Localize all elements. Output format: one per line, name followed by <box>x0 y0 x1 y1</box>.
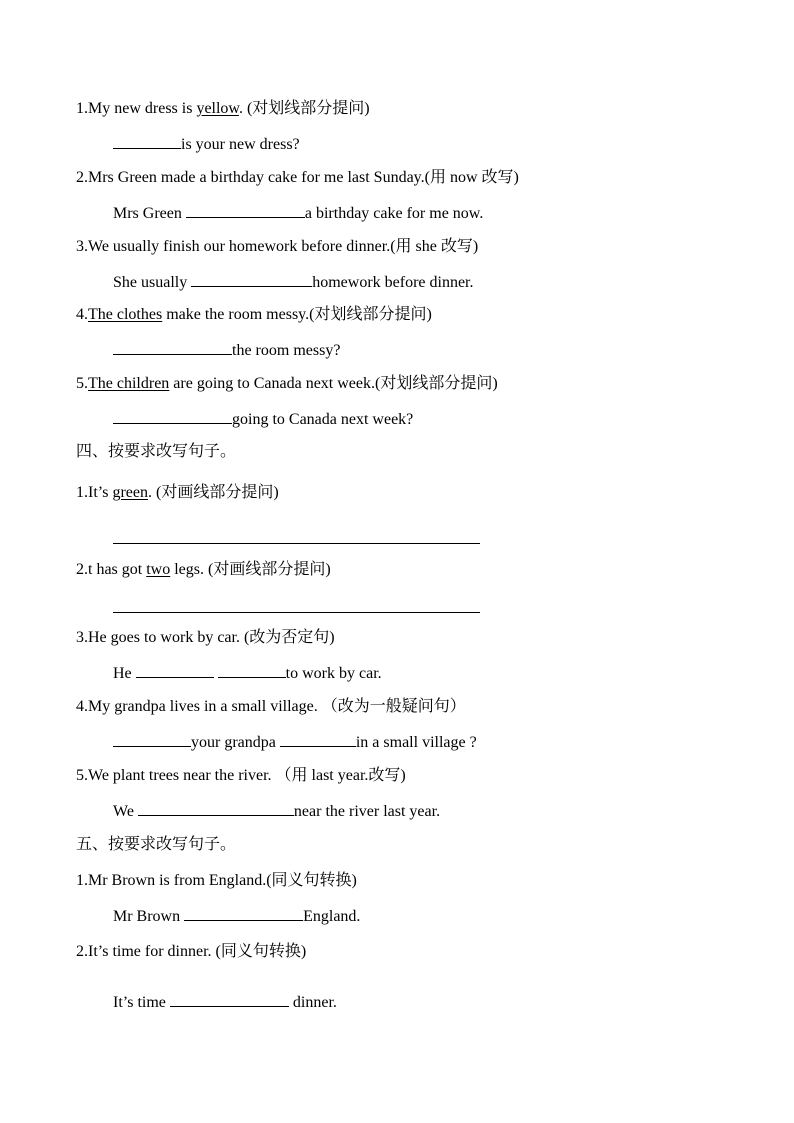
answer-writing-line[interactable] <box>113 543 480 544</box>
answer-text: your grandpa <box>191 734 280 751</box>
question-text: 1.It’s <box>76 484 113 501</box>
answer-line-3 <box>113 272 474 293</box>
underlined-word: green <box>112 484 148 501</box>
answer-text: is your new dress? <box>181 136 300 153</box>
question-1 <box>76 99 370 119</box>
answer-blank[interactable] <box>218 663 286 678</box>
question-text: 2.t has got <box>76 561 147 578</box>
answer-blank[interactable] <box>113 340 232 355</box>
underlined-word: The children <box>88 375 170 392</box>
question-4-5 <box>76 766 406 786</box>
answer-text: to work by car. <box>285 665 382 682</box>
question-5-2 <box>76 942 306 962</box>
question-instruction: are going to Canada next week.(对划线部分提问) <box>169 375 498 392</box>
question-text: 1.Mr Brown is from England.(同义句转换) <box>76 872 357 889</box>
underlined-word: two <box>146 561 171 578</box>
question-instruction: make the room messy.(对划线部分提问) <box>162 306 432 323</box>
answer-text: in a small village ? <box>355 734 477 751</box>
answer-line-5-1 <box>113 906 360 927</box>
answer-line-4-3 <box>113 663 382 684</box>
question-5-1 <box>76 871 357 891</box>
answer-blank[interactable] <box>170 992 289 1007</box>
question-text: 2.Mrs Green made a birthday cake for me last Sunday.(用 now 改写) <box>76 169 519 186</box>
question-text: 2.It’s time for dinner. (同义句转换) <box>76 943 307 960</box>
question-number: 5. <box>76 375 88 392</box>
answer-blank[interactable] <box>113 732 191 747</box>
question-4-2 <box>76 560 331 580</box>
answer-text: the room messy? <box>232 342 341 359</box>
answer-text: We <box>113 803 138 820</box>
answer-text: a birthday cake for me now. <box>304 205 484 222</box>
answer-blank[interactable] <box>113 134 181 149</box>
answer-text: homework before dinner. <box>312 274 474 291</box>
question-4-3 <box>76 628 335 648</box>
question-2 <box>76 168 519 188</box>
question-4 <box>76 305 432 325</box>
underlined-word: The clothes <box>88 306 163 323</box>
answer-text: It’s time <box>113 994 170 1011</box>
question-text: 4.My grandpa lives in a small village. （改为一般疑问句） <box>76 698 466 715</box>
question-3 <box>76 237 478 257</box>
answer-line-5-2 <box>113 992 337 1013</box>
question-instruction: . (对划线部分提问) <box>238 100 370 117</box>
section-heading-4: 四、按要求改写句子。 <box>76 443 237 460</box>
question-5 <box>76 374 498 394</box>
question-text: 1.My new dress is <box>76 100 197 117</box>
answer-text: England. <box>303 908 361 925</box>
underlined-word: yellow <box>196 100 239 117</box>
answer-writing-line[interactable] <box>113 612 480 613</box>
answer-text: He <box>113 665 136 682</box>
answer-text: dinner. <box>288 994 337 1011</box>
answer-blank[interactable] <box>184 906 303 921</box>
answer-blank[interactable] <box>113 409 232 424</box>
answer-text: near the river last year. <box>293 803 441 820</box>
answer-text: Mr Brown <box>113 908 185 925</box>
answer-line-2 <box>113 203 483 224</box>
answer-text: going to Canada next week? <box>232 411 414 428</box>
answer-blank[interactable] <box>280 732 356 747</box>
question-instruction: . (对画线部分提问) <box>147 484 279 501</box>
section-heading-5: 五、按要求改写句子。 <box>76 836 237 853</box>
answer-line-4-4 <box>113 732 477 753</box>
question-instruction: legs. (对画线部分提问) <box>170 561 331 578</box>
answer-blank[interactable] <box>138 801 294 816</box>
answer-line-1 <box>113 134 300 155</box>
answer-text: Mrs Green <box>113 205 186 222</box>
question-number: 4. <box>76 306 88 323</box>
question-text: 5.We plant trees near the river. （用 last year.改写) <box>76 767 406 784</box>
answer-blank[interactable] <box>136 663 214 678</box>
question-4-1 <box>76 483 279 503</box>
question-4-4 <box>76 697 466 717</box>
answer-line-4 <box>113 340 340 361</box>
answer-text: She usually <box>113 274 192 291</box>
question-text: 3.He goes to work by car. (改为否定句) <box>76 629 335 646</box>
answer-line-5 <box>113 409 413 430</box>
question-text: 3.We usually finish our homework before dinner.(用 she 改写) <box>76 238 479 255</box>
answer-blank[interactable] <box>191 272 312 287</box>
answer-line-4-5 <box>113 801 440 822</box>
answer-blank[interactable] <box>186 203 305 218</box>
